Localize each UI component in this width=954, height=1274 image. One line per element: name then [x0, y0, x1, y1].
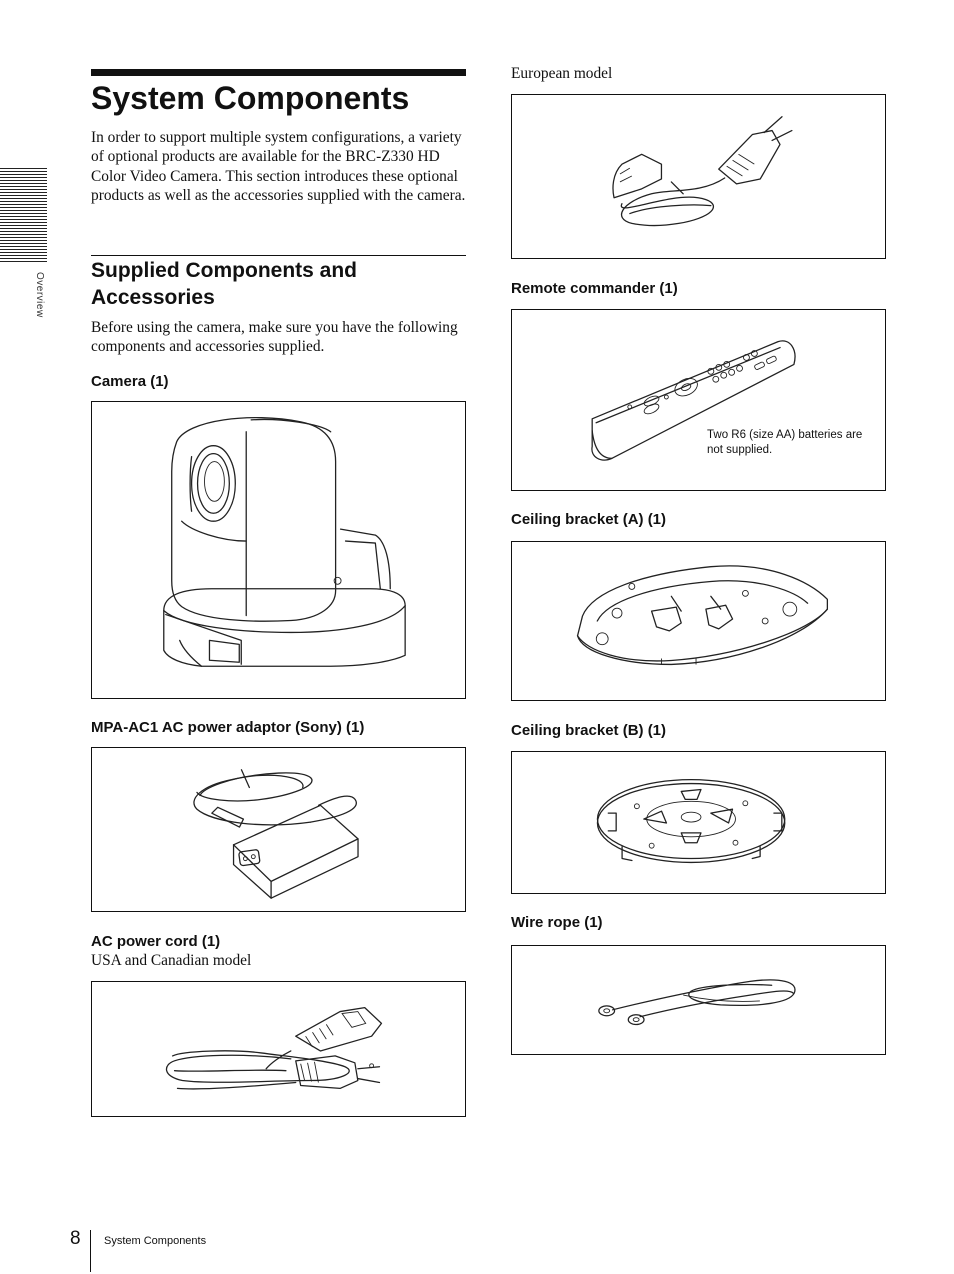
- usa-model-label: USA and Canadian model: [91, 952, 252, 969]
- power-cord-heading: AC power cord (1): [91, 933, 221, 950]
- remote-figure: [511, 309, 886, 491]
- adaptor-heading: MPA-AC1 AC power adaptor (Sony) (1): [91, 719, 365, 736]
- battery-note: Two R6 (size AA) batteries are not supplied.: [707, 429, 863, 456]
- camera-heading: Camera (1): [91, 373, 169, 390]
- bracket-b-illustration: [512, 752, 885, 893]
- page-title: System Components: [91, 80, 410, 116]
- section-rule: [91, 255, 466, 256]
- usa-cord-figure: [91, 981, 466, 1117]
- section-intro-paragraph: Before using the camera, make sure you have the following components and accessories supplied.: [91, 319, 458, 356]
- bracket-b-figure: [511, 751, 886, 894]
- bracket-a-illustration: [512, 542, 885, 700]
- adaptor-figure: [91, 747, 466, 912]
- european-cord-illustration: [512, 95, 885, 258]
- bracket-a-heading: Ceiling bracket (A) (1): [511, 511, 667, 528]
- section-tab-label: Overview: [34, 272, 45, 318]
- bracket-a-figure: [511, 541, 886, 701]
- title-rule: [91, 69, 466, 76]
- wire-rope-figure: [511, 945, 886, 1055]
- page-number: 8: [70, 1228, 81, 1249]
- usa-cord-illustration: [92, 982, 465, 1116]
- remote-heading: Remote commander (1): [511, 280, 678, 297]
- remote-illustration: [512, 310, 885, 490]
- footer-rule: [90, 1230, 91, 1272]
- section-tab-marker: [0, 168, 47, 262]
- european-cord-figure: [511, 94, 886, 259]
- bracket-b-heading: Ceiling bracket (B) (1): [511, 722, 667, 739]
- wire-rope-illustration: [512, 946, 885, 1054]
- section-heading: Supplied Components and Accessories: [91, 259, 357, 309]
- camera-illustration: [92, 402, 465, 698]
- european-model-label: European model: [511, 65, 613, 82]
- intro-paragraph: In order to support multiple system configurations, a variety of optional products are available for the BRC-Z330 HD Color Video Camera. This section introduces these optional products as well as the accessories supplied with the camera.: [91, 129, 466, 204]
- wire-rope-heading: Wire rope (1): [511, 914, 603, 931]
- adaptor-illustration: [92, 748, 465, 911]
- camera-figure: [91, 401, 466, 699]
- footer-section-name: System Components: [104, 1235, 207, 1247]
